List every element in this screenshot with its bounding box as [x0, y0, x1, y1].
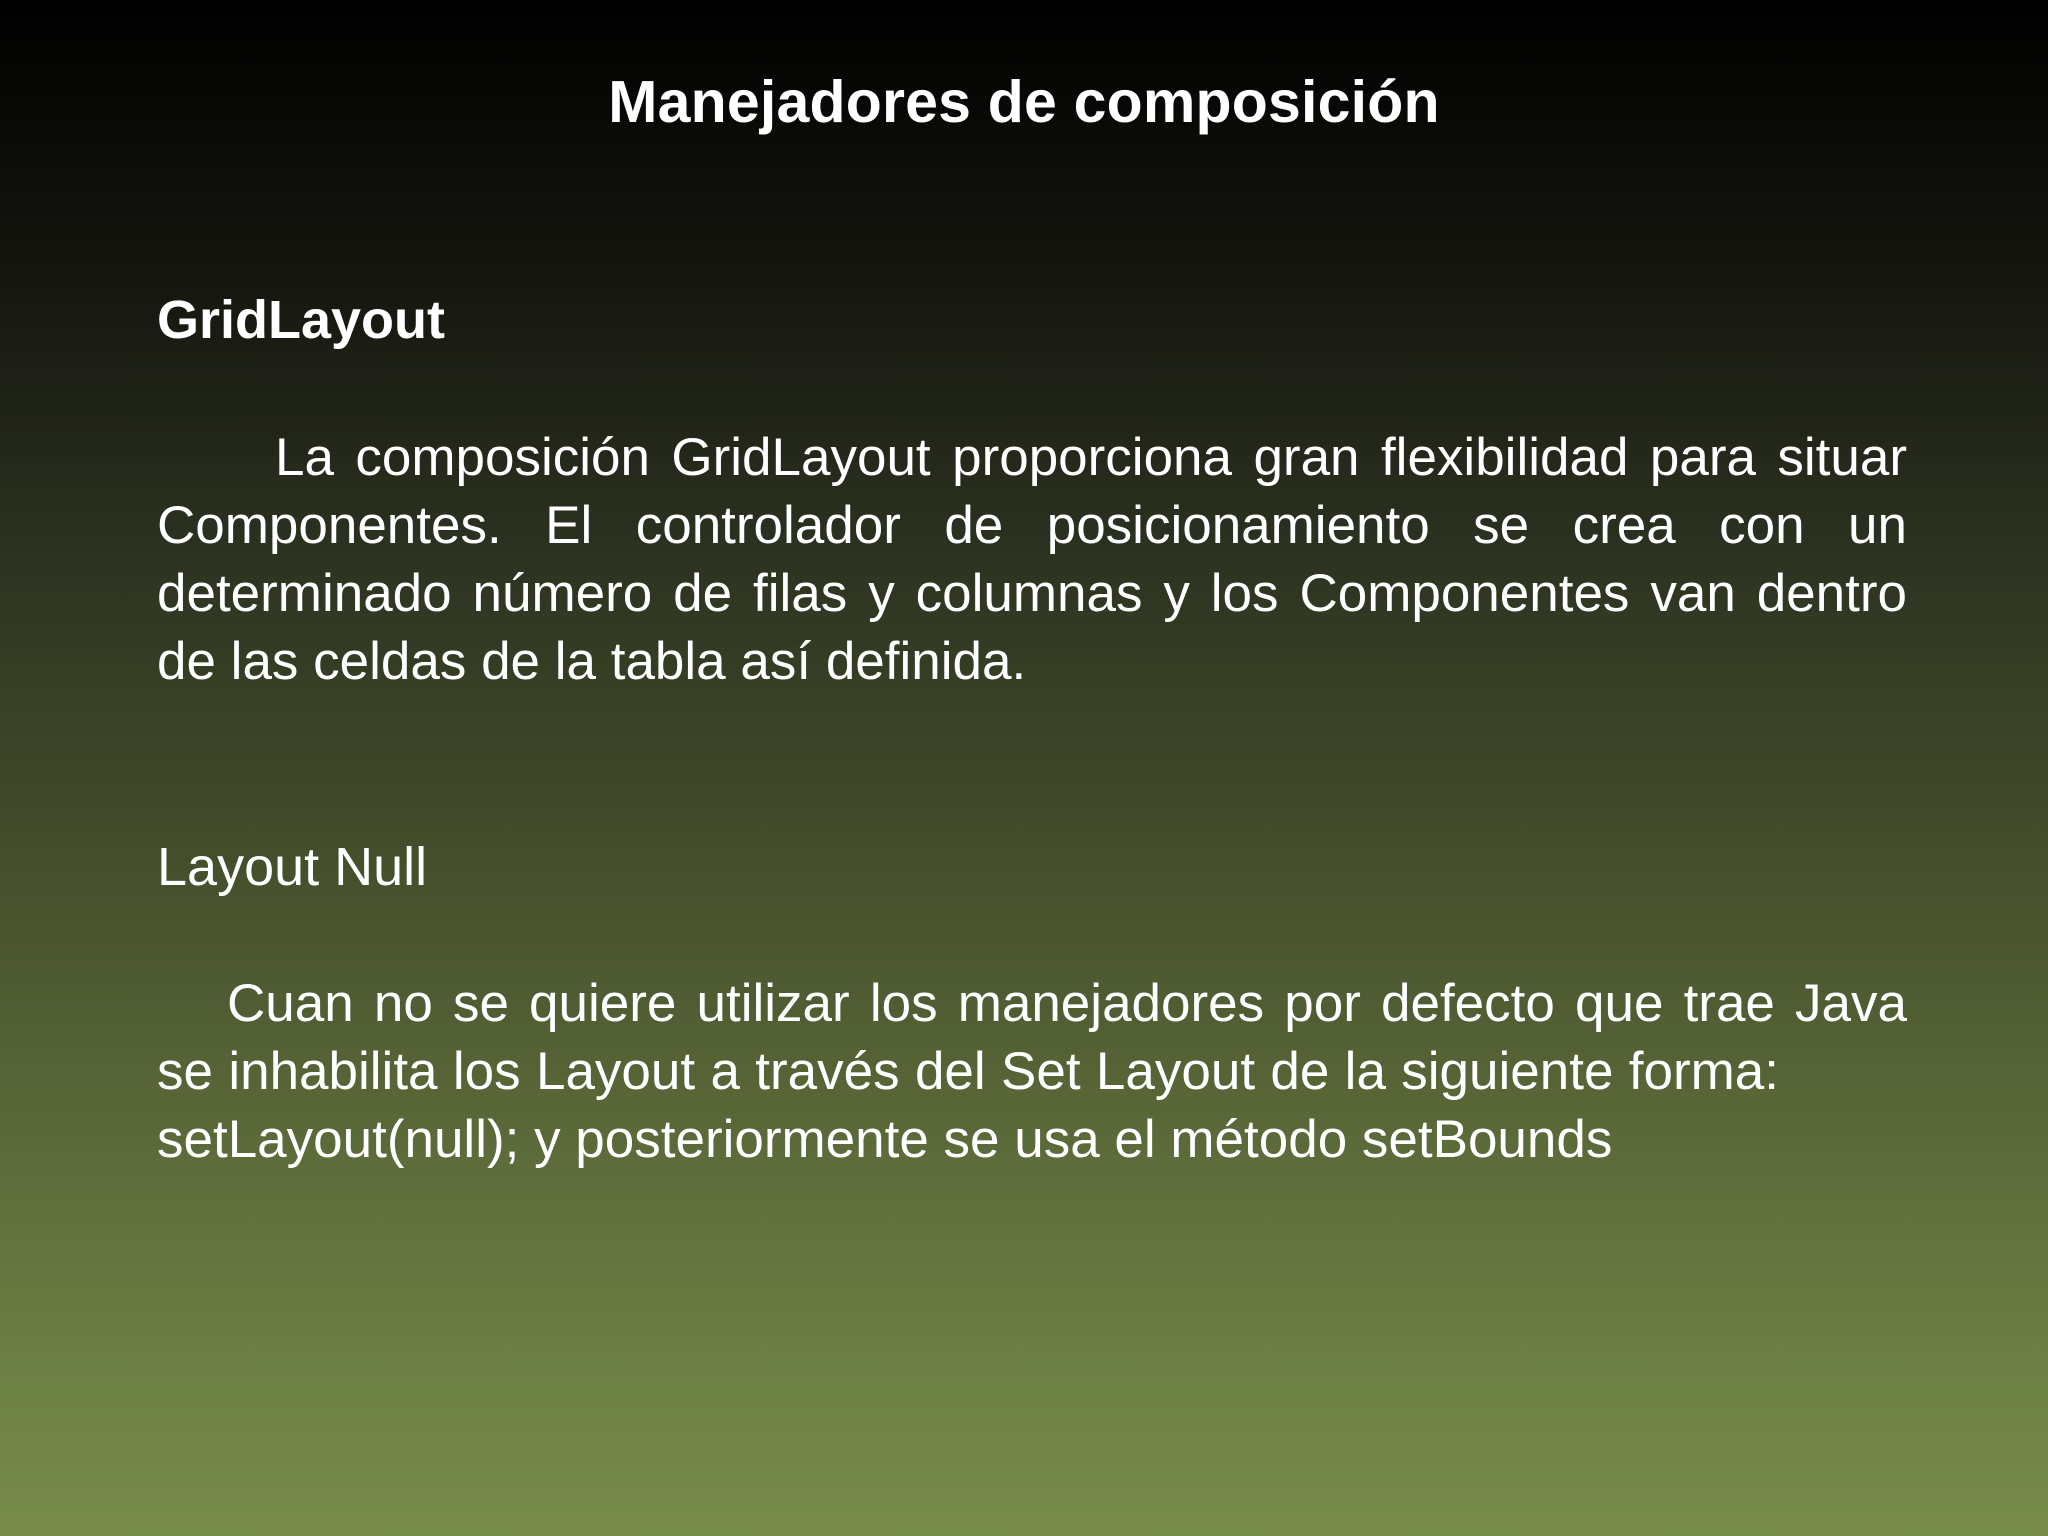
layout-null-heading: Layout Null: [157, 837, 428, 897]
section-gridlayout-body: [157, 424, 1907, 696]
section-layout-null-body: [157, 970, 1907, 1174]
layout-null-paragraph: [157, 970, 1907, 1174]
section-gridlayout: [157, 286, 1907, 354]
section-layout-null: [157, 833, 1907, 901]
layout-null-text-part2: setLayout(null); y posteriormente se usa el método setBounds: [157, 1110, 1613, 1169]
gridlayout-paragraph: La composición GridLayout proporciona gran flexibilidad para situar Componentes. El controlador de posicionamiento se crea con un determinado número de filas y columnas y los Componentes van dentro de las celdas de la tabla así definida.: [157, 428, 1907, 691]
layout-null-text-part1: Cuan no se quiere utilizar los manejadores por defecto que trae Java se inhabilita los Layout a través del Set Layout de la siguiente forma:: [157, 974, 1907, 1101]
slide-title: Manejadores de composición: [608, 69, 1440, 135]
gridlayout-heading: GridLayout: [157, 290, 446, 350]
